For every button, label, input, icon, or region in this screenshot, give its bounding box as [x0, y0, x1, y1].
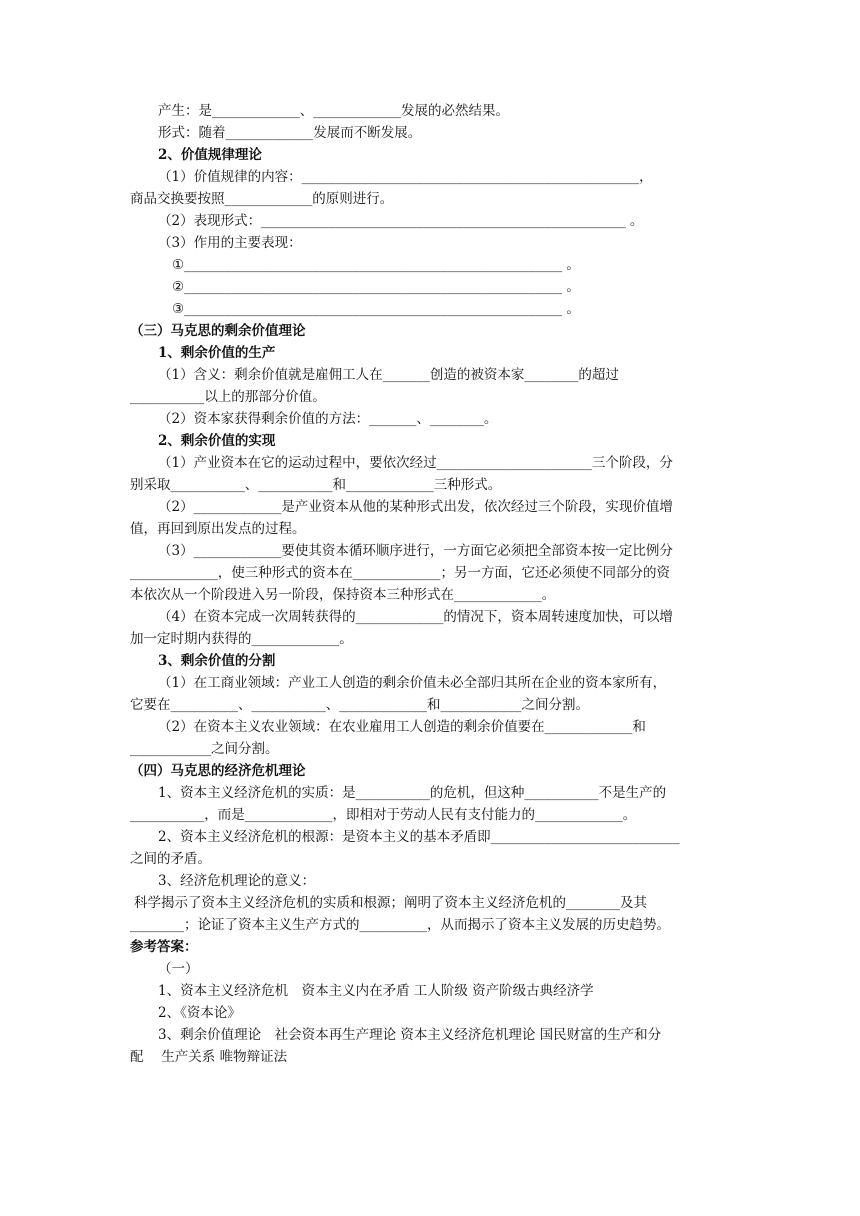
- chapter-heading: （三）马克思的剩余价值理论: [130, 323, 306, 339]
- text-line: 3、剩余价值理论 社会资本再生产理论 资本主义经济危机理论 国民财富的生产和分: [158, 1027, 662, 1043]
- text-line: （4）在资本完成一次周转获得的_____________的情况下，资本周转速度加快，可以增: [158, 609, 673, 625]
- text-line: ____________之间分割。: [130, 741, 279, 757]
- section-heading: 1、剩余价值的生产: [158, 345, 276, 361]
- text-line: 商品交换要按照_____________的原则进行。: [130, 191, 394, 207]
- text-line: （1）价值规律的内容：__________________________________________________，: [158, 169, 653, 185]
- text-line: ___________，而是_____________，即相对于劳动人民有支付能力的_____________。: [130, 807, 637, 823]
- text-line: （1）产业资本在它的运动过程中，要依次经过_______________________三个阶段，分: [158, 455, 673, 471]
- text-line: 1、资本主义经济危机的实质：是___________的危机，但这种___________不是生产的: [158, 785, 667, 801]
- text-line: ③________________________________________________________ 。: [172, 301, 580, 317]
- text-line: 1、资本主义经济危机 资本主义内在矛盾 工人阶级 资产阶级古典经济学: [158, 983, 594, 999]
- text-line: （3）作用的主要表现：: [158, 235, 302, 251]
- text-line: ①________________________________________________________ 。: [172, 257, 580, 273]
- text-line: （2）表现形式：______________________________________________________ 。: [158, 213, 644, 229]
- text-line: 它要在__________、___________、_____________和____________之间分割。: [130, 697, 589, 713]
- text-line: 形式：随着_____________发展而不断发展。: [158, 125, 422, 141]
- text-line: （3）_____________要使其资本循环顺序进行，一方面它必须把全部资本按一定比例分: [158, 543, 673, 559]
- text-line: 之间的矛盾。: [130, 851, 211, 867]
- text-line: 2、资本主义经济危机的根源：是资本主义的基本矛盾即____________________________: [158, 829, 680, 845]
- section-heading: 2、价值规律理论: [158, 147, 262, 163]
- text-line: （2）资本家获得剩余价值的方法：_______、________。: [158, 411, 498, 427]
- text-line: 本依次从一个阶段进入另一阶段，保持资本三种形式在_____________。: [130, 587, 556, 603]
- section-heading: 3、剩余价值的分割: [158, 653, 276, 669]
- text-line: 值，再回到原出发点的过程。: [130, 521, 306, 537]
- text-line: 2、《资本论》: [158, 1005, 241, 1021]
- text-line: 科学揭示了资本主义经济危机的实质和根源；阐明了资本主义经济危机的________及其: [134, 895, 647, 911]
- text-line: _____________，使三种形式的资本在_____________；另一方面，它还必须使不同部分的资: [130, 565, 670, 581]
- text-line: （1）含义：剩余价值就是雇佣工人在_______创造的被资本家________的超过: [158, 367, 619, 383]
- text-line: ②________________________________________________________ 。: [172, 279, 580, 295]
- chapter-heading: （四）马克思的经济危机理论: [130, 763, 306, 779]
- text-line: （1）在工商业领域：产业工人创造的剩余价值未必全部归其所在企业的资本家所有，: [158, 675, 667, 691]
- text-line: （2）_____________是产业资本从他的某种形式出发，依次经过三个阶段，实现价值增: [158, 499, 673, 515]
- text-line: （一）: [158, 961, 199, 977]
- text-line: （2）在资本主义农业领域：在农业雇用工人创造的剩余价值要在_____________和: [158, 719, 646, 735]
- text-line: 加一定时期内获得的_____________。: [130, 631, 353, 647]
- text-line: ________；论证了资本主义生产方式的__________，从而揭示了资本主义发展的历史趋势。: [130, 917, 670, 933]
- text-line: 配 生产关系 唯物辩证法: [130, 1049, 288, 1065]
- text-line: 别采取___________、___________和_____________三种形式。: [130, 477, 502, 493]
- text-line: 产生：是_____________、_____________发展的必然结果。: [158, 103, 509, 119]
- text-line: 3、经济危机理论的意义：: [158, 873, 316, 889]
- section-heading: 2、剩余价值的实现: [158, 433, 276, 449]
- answers-heading: 参考答案：: [130, 939, 198, 955]
- text-line: ___________以上的那部分价值。: [130, 389, 326, 405]
- document-page: [130, 100, 732, 1068]
